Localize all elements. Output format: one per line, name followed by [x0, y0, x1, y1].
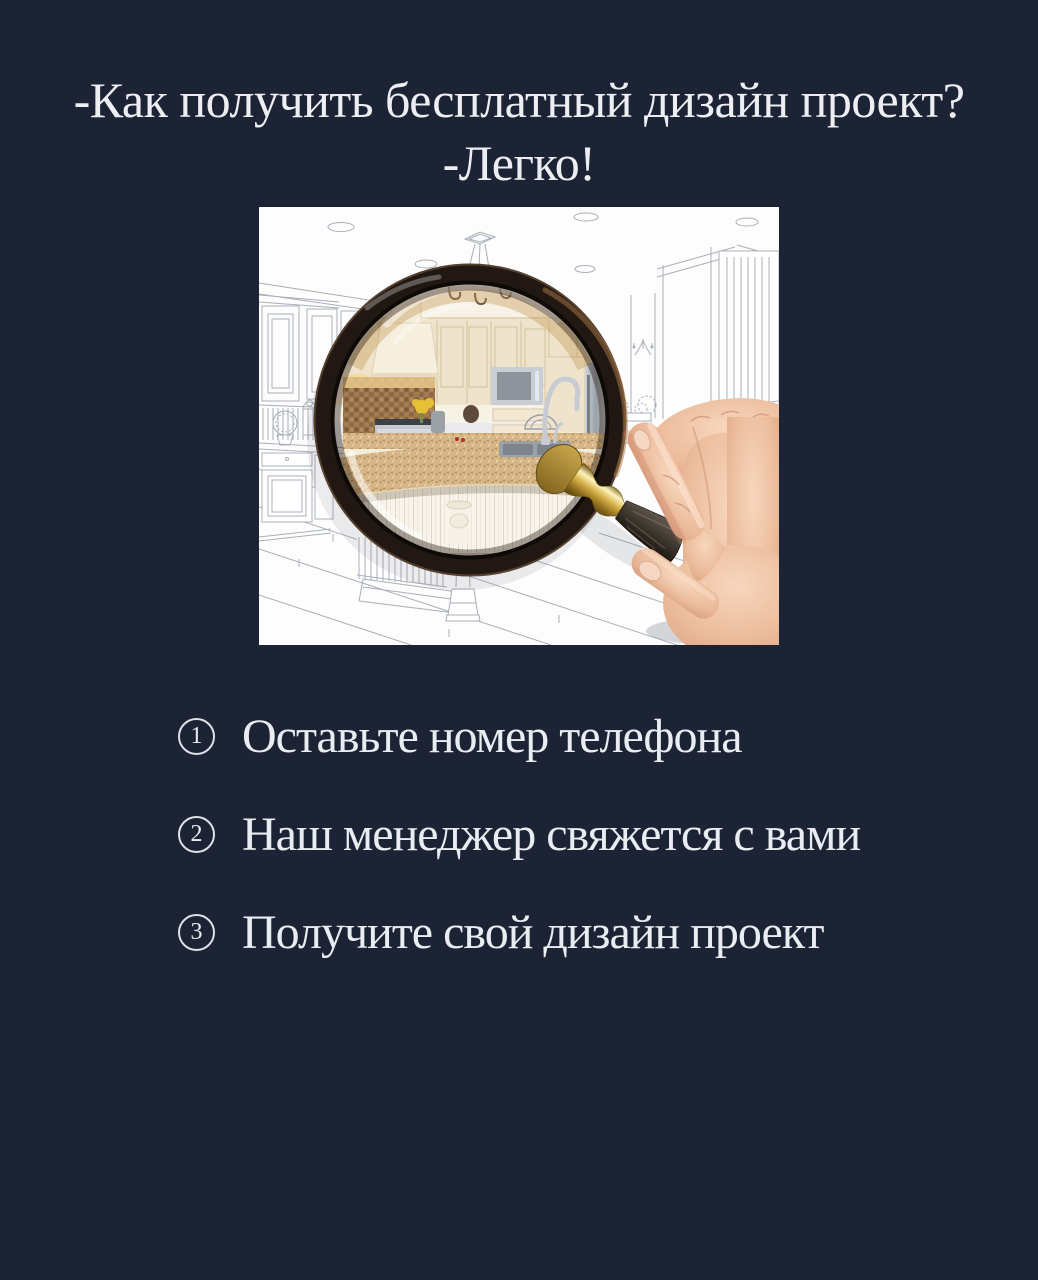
title-line-2: -Легко! — [442, 135, 596, 191]
step-1 — [178, 709, 860, 763]
poster-title — [0, 69, 1038, 195]
circled-1-icon: 1 — [178, 718, 215, 755]
step-3 — [178, 905, 860, 959]
title-line-1: -Как получить бесплатный дизайн проект? — [73, 72, 965, 128]
circled-2-icon: 2 — [178, 816, 215, 853]
step-3-label: Получите свой дизайн проект — [242, 905, 824, 959]
step-1-label: Оставьте номер телефона — [242, 709, 742, 763]
steps-list — [178, 709, 861, 1006]
step-2-label: Наш менеджер свяжется с вами — [242, 807, 861, 861]
circled-3-icon: 3 — [178, 914, 215, 951]
step-2 — [178, 807, 861, 861]
kitchen-sketch-illustration — [259, 207, 779, 645]
kitchen-design-photo — [259, 207, 779, 645]
